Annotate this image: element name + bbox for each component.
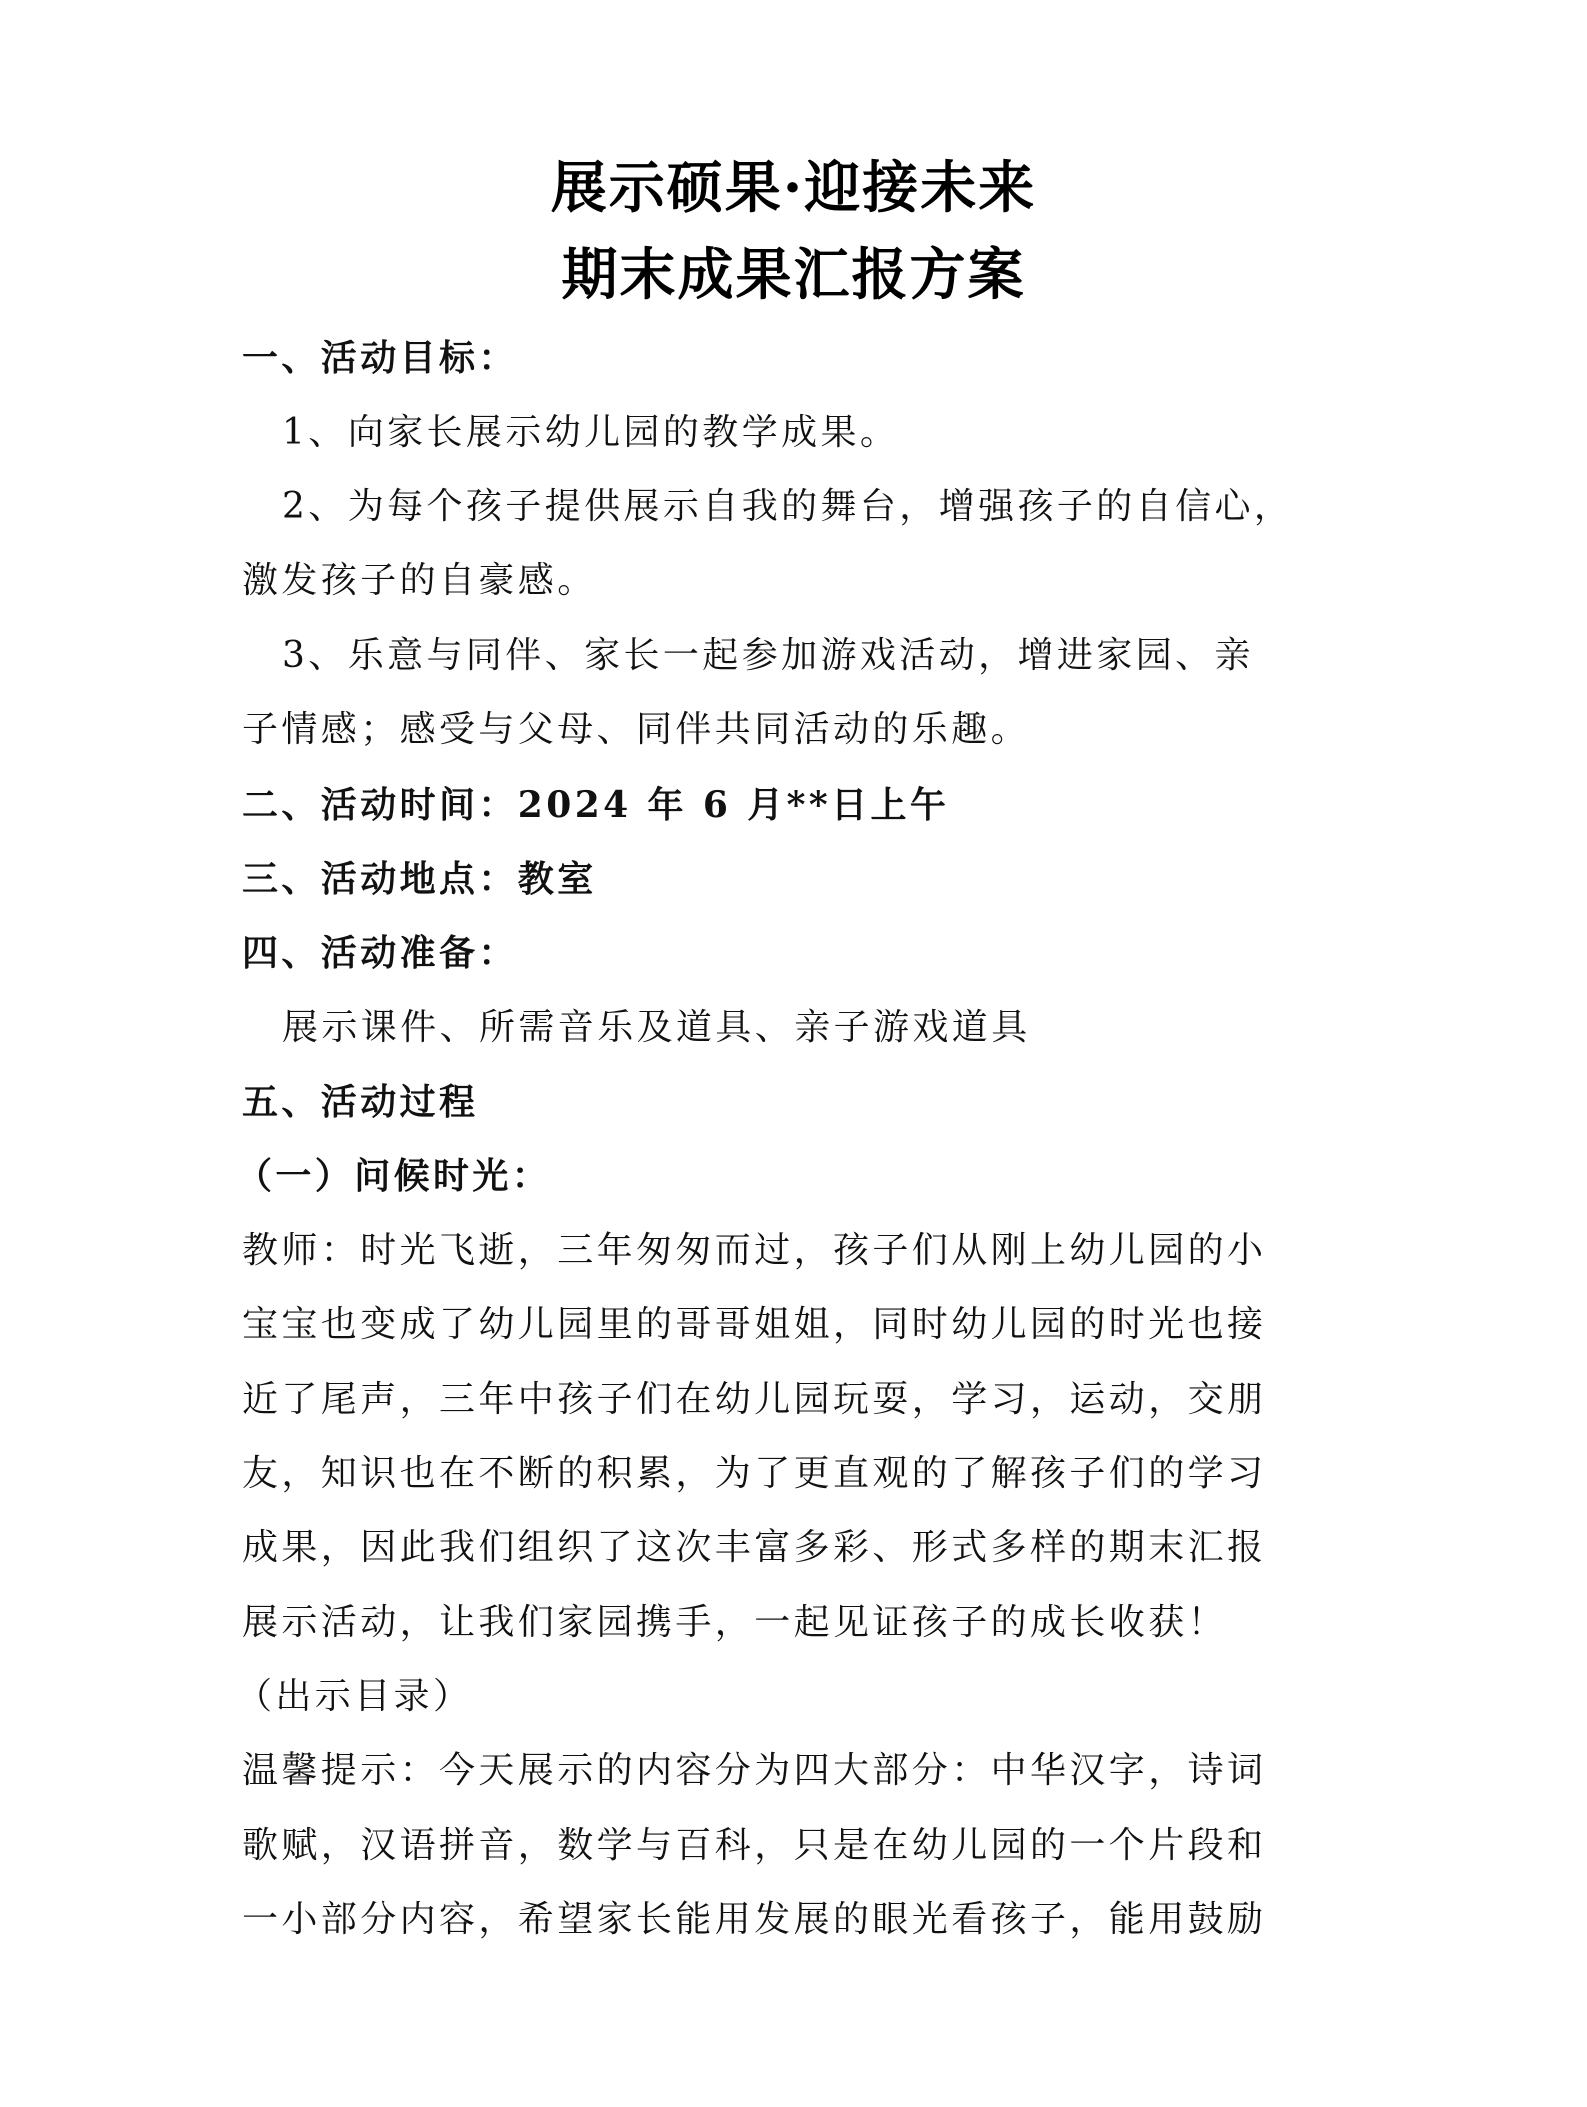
tip-paragraph-line-2: 歌赋，汉语拼音，数学与百科，只是在幼儿园的一个片段和	[242, 1825, 1267, 1866]
teacher-paragraph-line-1: 教师：时光飞逝，三年匆匆而过，孩子们从刚上幼儿园的小	[242, 1230, 1267, 1271]
tip-paragraph-line-3: 一小部分内容，希望家长能用发展的眼光看孩子，能用鼓励	[242, 1899, 1267, 1940]
section-location-text: 三、活动地点：教室	[242, 858, 597, 900]
teacher-paragraph-line-4: 友，知识也在不断的积累，为了更直观的了解孩子们的学习	[242, 1453, 1267, 1494]
tip-paragraph-line-1: 温馨提示：今天展示的内容分为四大部分：中华汉字，诗词	[242, 1750, 1267, 1791]
goal-item-3-line-1: 3、乐意与同伴、家长一起参加游戏活动，增进家园、亲	[282, 635, 1254, 676]
goal-item-3-line-2: 子情感；感受与父母、同伴共同活动的乐趣。	[242, 709, 1031, 750]
section-heading-process: 五、活动过程	[242, 1081, 479, 1123]
goal-item-2-line-2: 激发孩子的自豪感。	[242, 560, 597, 601]
goal-item-1: 1、向家长展示幼儿园的教学成果。	[282, 412, 900, 453]
teacher-paragraph-line-3: 近了尾声，三年中孩子们在幼儿园玩耍，学习，运动，交朋	[242, 1379, 1267, 1420]
section-heading-goals: 一、活动目标：	[242, 337, 518, 379]
goal-item-2-line-1: 2、为每个孩子提供展示自我的舞台，增强孩子的自信心，	[282, 486, 1294, 527]
section-time-text: 二、活动时间：2024 年 6 月**日上午	[242, 784, 950, 826]
document-title-line-1: 展示硕果·迎接未来	[550, 155, 1037, 221]
section-time	[242, 784, 950, 826]
teacher-paragraph-line-2: 宝宝也变成了幼儿园里的哥哥姐姐，同时幼儿园的时光也接	[242, 1304, 1267, 1345]
preparation-content: 展示课件、所需音乐及道具、亲子游戏道具	[282, 1007, 1031, 1048]
teacher-paragraph-line-5: 成果，因此我们组织了这次丰富多彩、形式多样的期末汇报	[242, 1527, 1267, 1568]
section-location	[242, 858, 597, 900]
document-title-line-2: 期末成果汇报方案	[561, 242, 1026, 308]
section-heading-preparation: 四、活动准备：	[242, 932, 518, 974]
stage-direction: （出示目录）	[236, 1676, 473, 1717]
teacher-paragraph-line-6: 展示活动，让我们家园携手，一起见证孩子的成长收获！	[242, 1602, 1228, 1643]
subsection-heading-greeting: （一）问候时光：	[236, 1155, 552, 1197]
